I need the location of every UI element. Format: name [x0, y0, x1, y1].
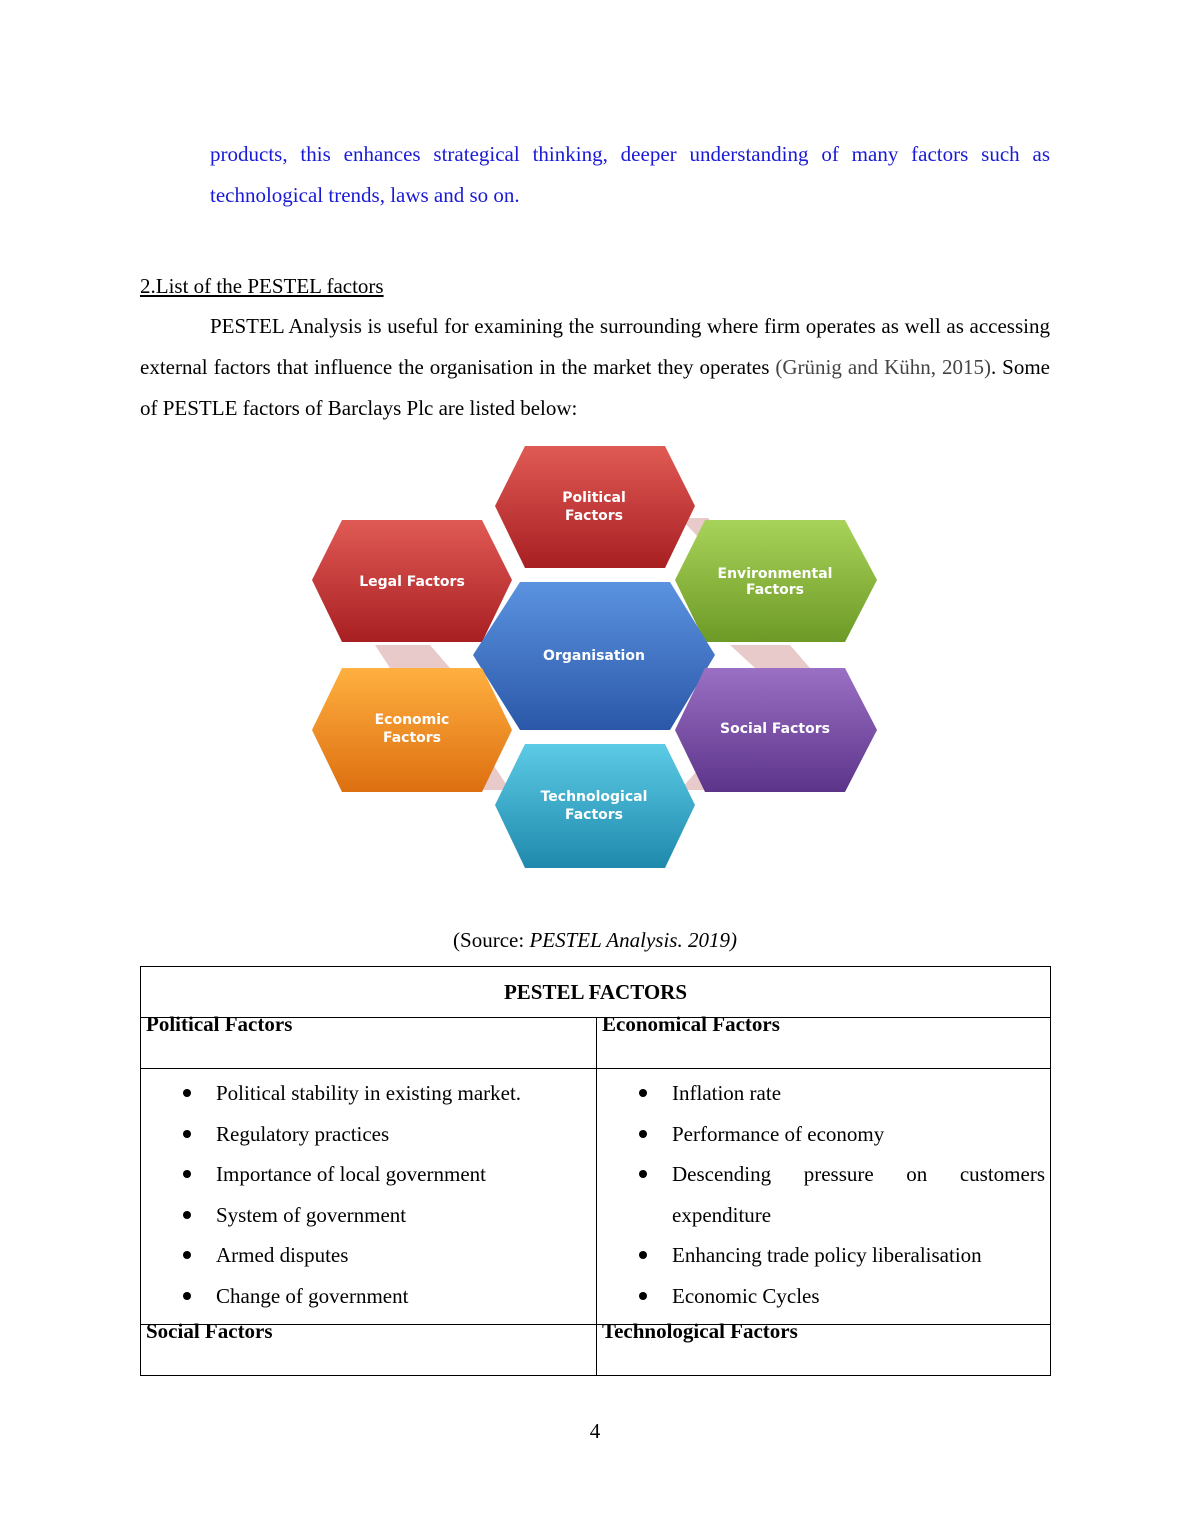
organisation-hexagon	[473, 582, 715, 730]
list-item: Importance of local government	[146, 1154, 591, 1195]
technological-label-line1: Technological	[540, 789, 648, 805]
economical-factors-header	[597, 1012, 1051, 1069]
environmental-label-line1: Environmental	[717, 566, 833, 582]
section-heading: 2.List of the PESTEL factors	[140, 274, 384, 298]
environmental-factors-hexagon	[675, 520, 877, 642]
political-label-line2: Factors	[564, 508, 624, 524]
paragraph-tail: . Some of PESTLE factors of Barclays Plc are listed below:	[140, 355, 1051, 420]
political-header-text: Political Factors	[146, 1012, 293, 1036]
list-item: Political stability in existing market.	[146, 1073, 591, 1114]
intro-continued-paragraph: products, this enhances strategical thinking, deeper understanding of many factors such as technological trends, laws and so on.	[210, 142, 1050, 207]
economical-header-text: Economical Factors	[602, 1012, 780, 1036]
political-factors-hexagon	[495, 446, 695, 568]
social-header-text: Social Factors	[146, 1319, 273, 1343]
political-factors-header	[141, 1012, 597, 1069]
figure-caption	[0, 922, 1190, 958]
page-number: 4	[589, 1419, 601, 1443]
list-item: Change of government	[146, 1276, 591, 1317]
political-label-line1: Political	[562, 490, 626, 506]
social-factors-hexagon	[675, 668, 877, 792]
list-item: Regulatory practices	[146, 1114, 591, 1155]
citation: (Grünig and Kühn, 2015)	[775, 355, 991, 379]
political-factors-cell	[141, 1069, 597, 1325]
pestel-intro-paragraph	[140, 306, 1050, 429]
economic-label-line1: Economic	[374, 712, 450, 728]
social-factors-header	[141, 1319, 597, 1376]
legal-label: Legal Factors	[359, 574, 465, 590]
list-item: Enhancing trade policy liberalisation	[602, 1235, 1045, 1276]
economical-factors-list	[602, 1073, 1045, 1316]
list-item: Inflation rate	[602, 1073, 1045, 1114]
pestel-factors-table	[140, 966, 1051, 1376]
caption-prefix: (Source:	[453, 928, 530, 952]
legal-factors-hexagon	[312, 520, 512, 642]
technological-factors-hexagon	[495, 744, 695, 868]
economical-factors-cell	[597, 1069, 1051, 1325]
list-item: Armed disputes	[146, 1235, 591, 1276]
paragraph-text: PESTEL Analysis is useful for examining the surrounding where firm operates as well as accessing external factors that influence the organisation in the market they operates	[140, 314, 1050, 379]
diagram-svg	[300, 440, 890, 880]
technological-factors-header	[597, 1319, 1051, 1376]
organisation-label: Organisation	[543, 648, 645, 664]
economic-label-line2: Factors	[382, 730, 442, 746]
list-item: Economic Cycles	[602, 1276, 1045, 1317]
economic-factors-hexagon	[312, 668, 512, 792]
environmental-label-line2: Factors	[745, 582, 805, 598]
political-factors-list	[146, 1073, 591, 1316]
table-title: PESTEL FACTORS	[141, 967, 1051, 1018]
list-item: System of government	[146, 1195, 591, 1236]
technological-header-text: Technological Factors	[602, 1319, 798, 1343]
social-label: Social Factors	[720, 721, 830, 737]
pestel-hexagon-diagram	[300, 440, 890, 880]
list-item: Descending pressure on customers expenditure	[602, 1154, 1045, 1235]
caption-source: PESTEL Analysis. 2019)	[529, 928, 737, 952]
list-item: Performance of economy	[602, 1114, 1045, 1155]
technological-label-line2: Factors	[564, 807, 624, 823]
